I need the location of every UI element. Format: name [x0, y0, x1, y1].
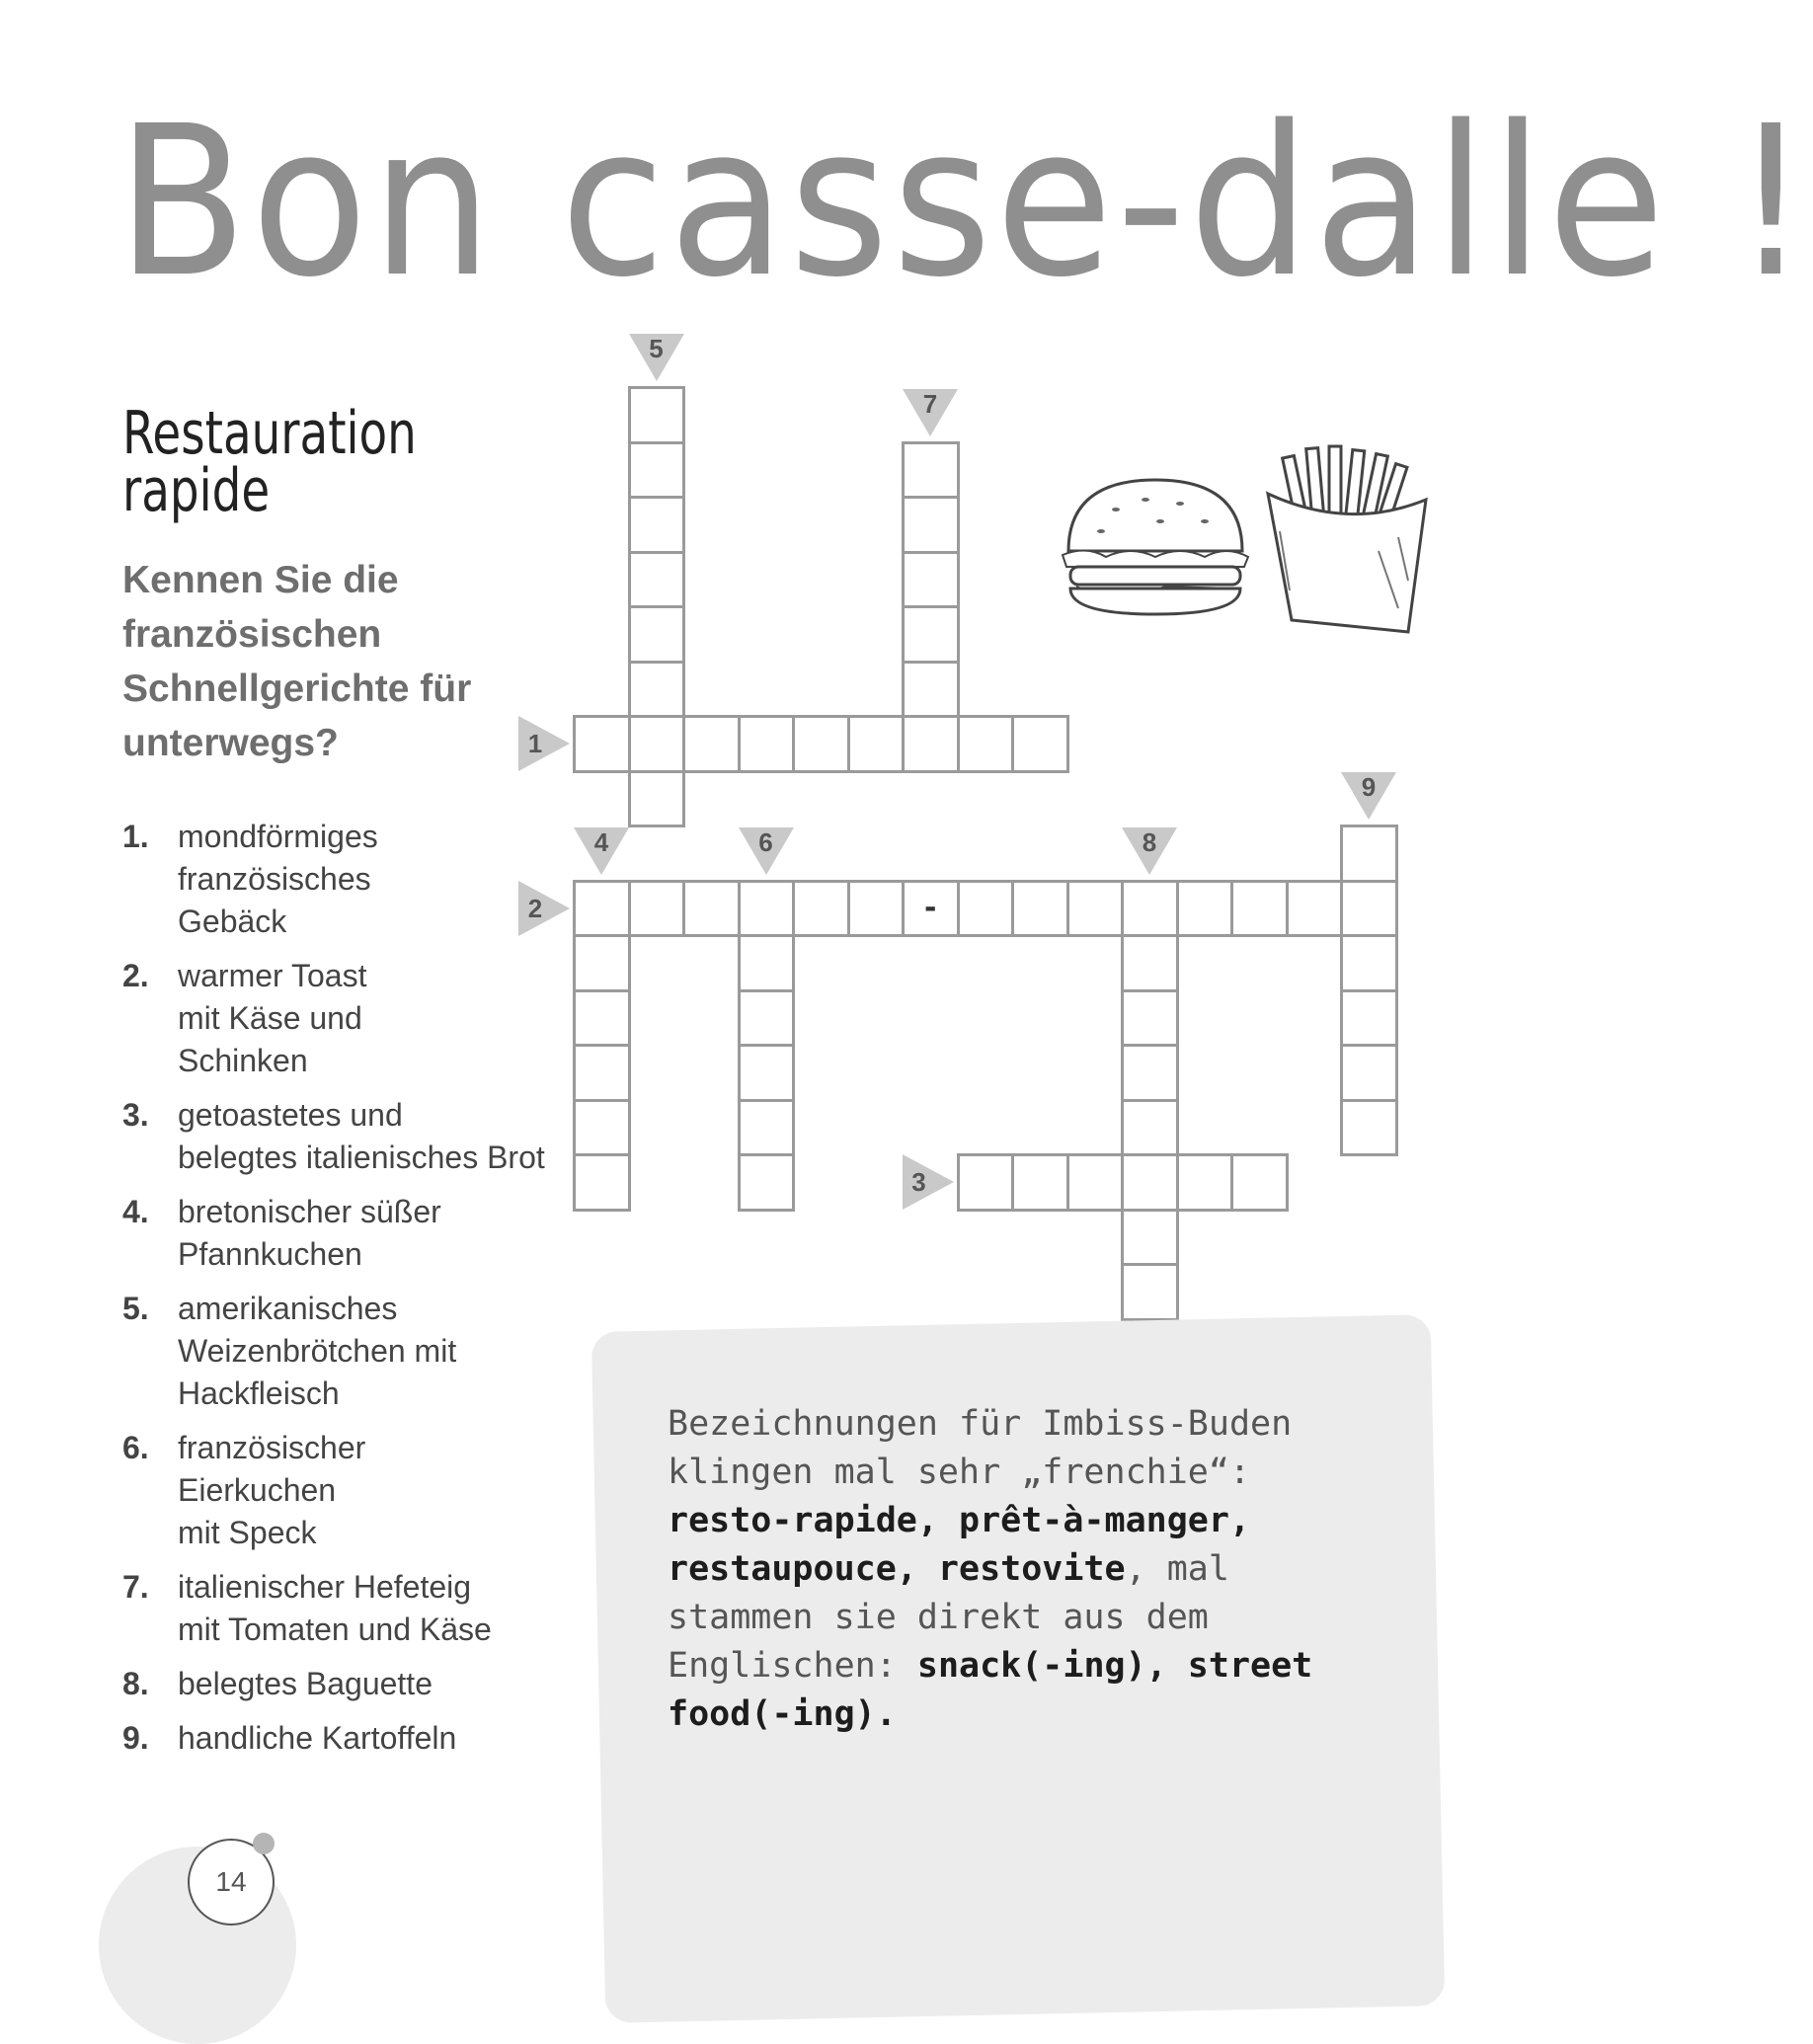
crossword-cell[interactable]	[738, 880, 796, 938]
crossword-cell[interactable]	[1121, 1263, 1179, 1321]
crossword-cell[interactable]	[738, 1153, 796, 1212]
crossword-cell[interactable]	[628, 661, 686, 719]
crossword-cell[interactable]	[573, 1153, 631, 1212]
clue-marker-7	[903, 389, 958, 436]
crossword-cell[interactable]	[573, 1099, 631, 1157]
crossword-cell[interactable]	[1340, 825, 1398, 883]
clue-number: 8.	[122, 1666, 149, 1701]
clue-item	[122, 1663, 577, 1705]
crossword-cell[interactable]	[902, 880, 960, 938]
clue-number: 6.	[122, 1430, 149, 1465]
crossword-cell[interactable]	[1121, 1099, 1179, 1157]
crossword-cell[interactable]	[1011, 1153, 1069, 1212]
crossword-cell[interactable]	[628, 770, 686, 828]
clue-marker-4	[574, 827, 629, 875]
crossword-cell[interactable]	[847, 715, 906, 773]
clue-marker-label: 6	[758, 826, 773, 857]
crossword-cell[interactable]	[1121, 1044, 1179, 1102]
crossword-cell[interactable]	[847, 880, 906, 938]
clue-item	[122, 1566, 577, 1651]
crossword-cell[interactable]	[738, 989, 796, 1048]
crossword-cell[interactable]	[1340, 880, 1398, 938]
info-bold-2: snack(-ing), street food(-ing).	[668, 1646, 1313, 1734]
crossword-cell[interactable]	[1121, 1209, 1179, 1267]
clue-text: handliche Kartoffeln	[178, 1720, 457, 1756]
crossword-cell[interactable]	[738, 715, 796, 773]
crossword-cell[interactable]	[738, 1099, 796, 1157]
crossword-cell[interactable]	[902, 605, 960, 664]
crossword-cell[interactable]	[1066, 1153, 1125, 1212]
crossword-cell[interactable]	[1176, 880, 1234, 938]
crossword-cell[interactable]	[628, 605, 686, 664]
section-title-line-2: rapide	[122, 456, 271, 525]
crossword-cell[interactable]	[1121, 989, 1179, 1048]
clue-text: mondförmiges französisches Gebäck	[178, 819, 378, 939]
clue-number: 1.	[122, 819, 149, 854]
clue-marker-label: 7	[922, 388, 938, 419]
crossword-cell[interactable]	[628, 715, 686, 773]
crossword-cell[interactable]	[573, 1044, 631, 1102]
crossword-cell[interactable]	[1121, 934, 1179, 992]
clue-marker-8	[1122, 827, 1177, 875]
clue-item	[122, 1717, 577, 1760]
clue-text: amerikanisches Weizenbrötchen mit Hackfleisch	[178, 1291, 457, 1411]
fries-illustration-icon	[1260, 442, 1436, 640]
intro-question: Kennen Sie die französischen Schnellgerichte für unterwegs?	[122, 559, 472, 764]
clue-marker-label: 4	[593, 826, 609, 857]
clue-item	[122, 955, 577, 1082]
clue-marker-2	[518, 881, 570, 936]
crossword-cell[interactable]	[628, 496, 686, 554]
crossword-cell[interactable]	[1286, 880, 1344, 938]
crossword-cell[interactable]	[1121, 880, 1179, 938]
section-title-line-1: Restauration	[122, 399, 417, 468]
clue-number: 2.	[122, 958, 149, 993]
clue-marker-9	[1341, 772, 1396, 820]
clue-marker-6	[739, 827, 794, 875]
page-number-dot	[253, 1833, 275, 1854]
crossword-cell[interactable]	[628, 386, 686, 444]
clue-marker-1	[518, 716, 570, 771]
clue-number: 9.	[122, 1720, 149, 1756]
clue-marker-5	[629, 334, 684, 381]
crossword-cell[interactable]	[1066, 880, 1125, 938]
section-title	[122, 399, 446, 525]
clue-number: 5.	[122, 1291, 149, 1326]
clue-text: getoastetes und belegtes italienisches Brot	[178, 1097, 545, 1175]
crossword-cell[interactable]	[902, 715, 960, 773]
clue-item	[122, 1288, 577, 1415]
clue-item	[122, 816, 577, 943]
burger-illustration-icon	[1057, 472, 1254, 618]
clue-marker-3	[903, 1154, 954, 1210]
clue-item	[122, 1094, 577, 1179]
clue-item	[122, 1427, 577, 1554]
page-number: 14	[188, 1839, 275, 1926]
crossword-cell[interactable]	[1230, 880, 1289, 938]
crossword-cell[interactable]	[573, 989, 631, 1048]
info-plain-2: , mal stammen sie direkt aus dem Englischen:	[668, 1549, 1229, 1686]
info-plain-1: Bezeichnungen für Imbiss-Buden klingen mal sehr „frenchie“:	[668, 1404, 1293, 1492]
crossword-cell[interactable]	[1176, 1153, 1234, 1212]
crossword-cell[interactable]	[957, 715, 1015, 773]
crossword-cell[interactable]	[1011, 715, 1069, 773]
crossword-cell[interactable]	[902, 551, 960, 609]
clue-text: bretonischer süßer Pfannkuchen	[178, 1194, 441, 1272]
crossword-cell[interactable]	[682, 715, 741, 773]
crossword-cell[interactable]	[1340, 989, 1398, 1048]
crossword-cell[interactable]	[792, 880, 850, 938]
crossword-cell[interactable]	[628, 441, 686, 500]
clue-text: italienischer Hefeteig mit Tomaten und Käse	[178, 1569, 492, 1647]
crossword-cell[interactable]	[628, 551, 686, 609]
crossword-cell[interactable]	[573, 880, 631, 938]
clue-marker-label: 3	[911, 1167, 926, 1197]
crossword-cell[interactable]	[573, 715, 631, 773]
crossword-cell[interactable]	[1340, 1099, 1398, 1157]
crossword-cell[interactable]	[738, 934, 796, 992]
info-box-text	[668, 1400, 1379, 1739]
clue-marker-label: 5	[649, 334, 664, 363]
clue-text: warmer Toast mit Käse und Schinken	[178, 958, 367, 1078]
crossword-cell[interactable]	[738, 1044, 796, 1102]
crossword-cell[interactable]	[573, 934, 631, 992]
clue-marker-label: 2	[527, 893, 543, 923]
clue-number: 7.	[122, 1569, 149, 1605]
clue-marker-label: 9	[1361, 772, 1377, 802]
page-title: Bon casse-dalle !	[117, 81, 1813, 323]
crossword-cell[interactable]	[1340, 934, 1398, 992]
info-bold-1: resto-rapide, prêt-à-manger, restaupouce, restovite	[668, 1501, 1251, 1589]
crossword-cell[interactable]	[902, 661, 960, 719]
crossword-cell[interactable]	[902, 496, 960, 554]
crossword-cell[interactable]	[1340, 1044, 1398, 1102]
crossword-cell[interactable]	[1230, 1153, 1289, 1212]
crossword-cell[interactable]	[902, 441, 960, 500]
crossword-cell[interactable]	[1011, 880, 1069, 938]
clue-number: 4.	[122, 1194, 149, 1229]
crossword-cell[interactable]	[682, 880, 741, 938]
clue-item	[122, 1191, 577, 1276]
clue-number: 3.	[122, 1097, 149, 1133]
clue-marker-label: 1	[527, 729, 543, 758]
crossword-cell[interactable]	[628, 880, 686, 938]
clue-list	[122, 816, 577, 1771]
crossword-cell[interactable]	[957, 880, 1015, 938]
clue-marker-label: 8	[1142, 826, 1157, 857]
crossword-cell[interactable]	[1121, 1153, 1179, 1212]
crossword-cell[interactable]	[792, 715, 850, 773]
prefilled-hyphen: -	[924, 890, 937, 925]
clue-text: französischer Eierkuchen mit Speck	[178, 1430, 366, 1550]
crossword-cell[interactable]	[957, 1153, 1015, 1212]
clue-text: belegtes Baguette	[178, 1666, 433, 1701]
